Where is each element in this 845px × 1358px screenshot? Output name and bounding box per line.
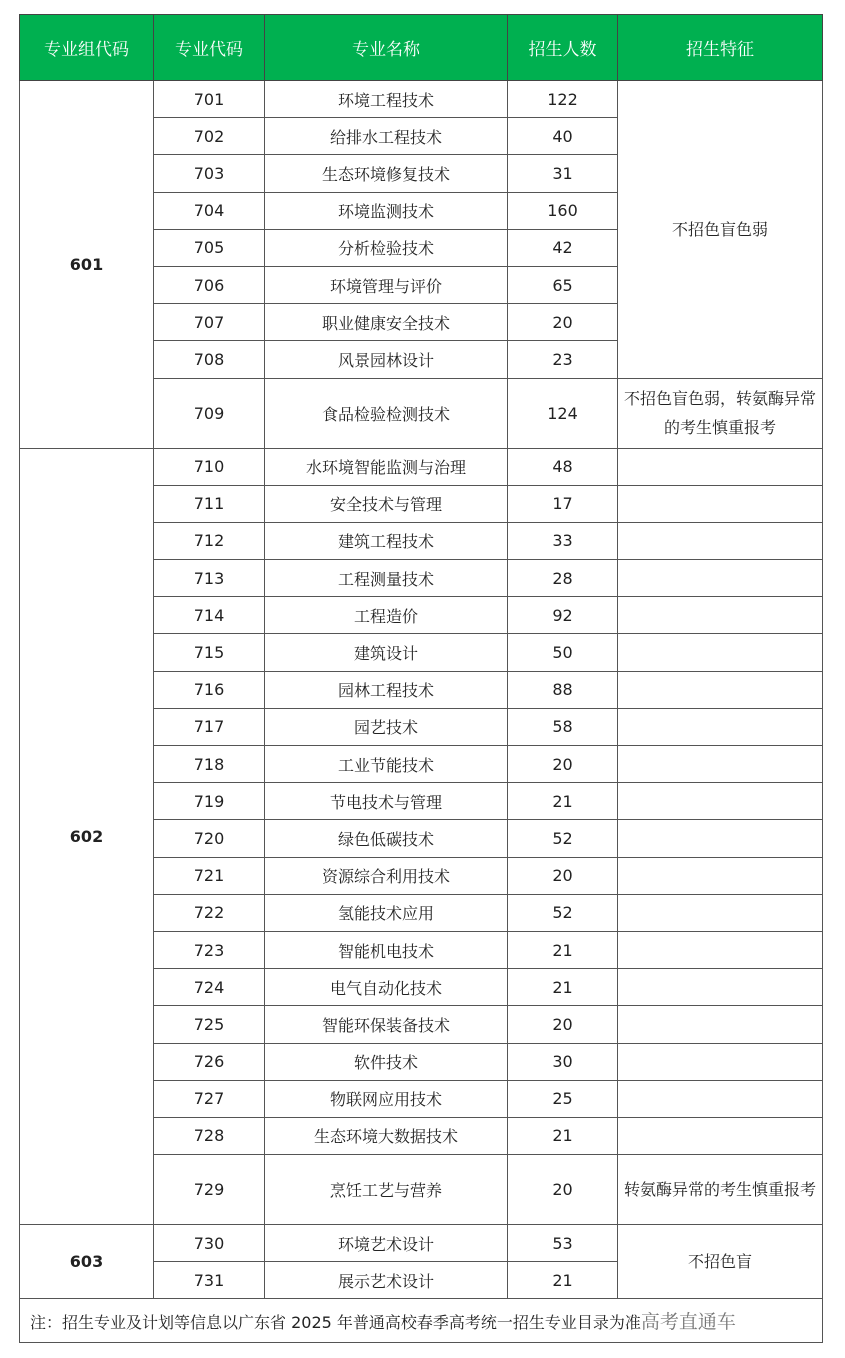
major-name-cell: 烹饪工艺与营养 xyxy=(265,1155,508,1225)
major-name-cell: 工程造价 xyxy=(265,597,508,634)
major-name-cell: 建筑设计 xyxy=(265,634,508,671)
major-code-cell: 728 xyxy=(154,1117,265,1154)
major-name-cell: 环境管理与评价 xyxy=(265,266,508,303)
count-cell: 30 xyxy=(508,1043,618,1080)
major-name-cell: 园林工程技术 xyxy=(265,671,508,708)
header-group-code: 专业组代码 xyxy=(20,15,154,81)
major-code-cell: 723 xyxy=(154,931,265,968)
major-code-cell: 726 xyxy=(154,1043,265,1080)
group-code-cell: 602 xyxy=(20,448,154,1225)
count-cell: 53 xyxy=(508,1225,618,1262)
group-code-cell: 603 xyxy=(20,1225,154,1299)
feature-cell xyxy=(618,634,823,671)
major-code-cell: 727 xyxy=(154,1080,265,1117)
major-name-cell: 建筑工程技术 xyxy=(265,522,508,559)
major-code-cell: 720 xyxy=(154,820,265,857)
count-cell: 58 xyxy=(508,708,618,745)
count-cell: 42 xyxy=(508,229,618,266)
count-cell: 21 xyxy=(508,1262,618,1299)
feature-cell: 转氨酶异常的考生慎重报考 xyxy=(618,1155,823,1225)
major-name-cell: 水环境智能监测与治理 xyxy=(265,448,508,485)
header-major-code: 专业代码 xyxy=(154,15,265,81)
count-cell: 20 xyxy=(508,857,618,894)
enrollment-table xyxy=(19,14,823,1343)
major-name-cell: 资源综合利用技术 xyxy=(265,857,508,894)
feature-cell xyxy=(618,597,823,634)
major-name-cell: 智能机电技术 xyxy=(265,931,508,968)
major-code-cell: 724 xyxy=(154,969,265,1006)
major-name-cell: 环境监测技术 xyxy=(265,192,508,229)
table-row xyxy=(20,81,823,118)
major-code-cell: 716 xyxy=(154,671,265,708)
feature-cell xyxy=(618,931,823,968)
count-cell: 20 xyxy=(508,1155,618,1225)
major-code-cell: 712 xyxy=(154,522,265,559)
header-count: 招生人数 xyxy=(508,15,618,81)
major-code-cell: 721 xyxy=(154,857,265,894)
major-code-cell: 702 xyxy=(154,118,265,155)
feature-cell xyxy=(618,894,823,931)
major-name-cell: 生态环境大数据技术 xyxy=(265,1117,508,1154)
count-cell: 31 xyxy=(508,155,618,192)
major-name-cell: 环境工程技术 xyxy=(265,81,508,118)
feature-cell: 不招色盲色弱 xyxy=(618,81,823,379)
feature-cell xyxy=(618,783,823,820)
count-cell: 92 xyxy=(508,597,618,634)
feature-cell xyxy=(618,708,823,745)
major-code-cell: 704 xyxy=(154,192,265,229)
major-code-cell: 705 xyxy=(154,229,265,266)
feature-cell: 不招色盲色弱，转氨酶异常的考生慎重报考 xyxy=(618,378,823,448)
count-cell: 48 xyxy=(508,448,618,485)
note-cell xyxy=(20,1299,823,1343)
count-cell: 20 xyxy=(508,746,618,783)
count-cell: 88 xyxy=(508,671,618,708)
major-name-cell: 物联网应用技术 xyxy=(265,1080,508,1117)
count-cell: 124 xyxy=(508,378,618,448)
major-code-cell: 701 xyxy=(154,81,265,118)
header-row xyxy=(20,15,823,81)
major-name-cell: 展示艺术设计 xyxy=(265,1262,508,1299)
feature-cell xyxy=(618,485,823,522)
feature-cell xyxy=(618,969,823,1006)
major-code-cell: 731 xyxy=(154,1262,265,1299)
major-name-cell: 工程测量技术 xyxy=(265,560,508,597)
feature-cell: 不招色盲 xyxy=(618,1225,823,1299)
count-cell: 21 xyxy=(508,1117,618,1154)
major-code-cell: 703 xyxy=(154,155,265,192)
major-code-cell: 714 xyxy=(154,597,265,634)
feature-cell xyxy=(618,448,823,485)
major-code-cell: 715 xyxy=(154,634,265,671)
major-code-cell: 730 xyxy=(154,1225,265,1262)
count-cell: 25 xyxy=(508,1080,618,1117)
header-features: 招生特征 xyxy=(618,15,823,81)
major-code-cell: 711 xyxy=(154,485,265,522)
table-row xyxy=(20,1225,823,1262)
major-code-cell: 722 xyxy=(154,894,265,931)
major-name-cell: 工业节能技术 xyxy=(265,746,508,783)
major-code-cell: 707 xyxy=(154,304,265,341)
major-name-cell: 氢能技术应用 xyxy=(265,894,508,931)
count-cell: 65 xyxy=(508,266,618,303)
major-name-cell: 节电技术与管理 xyxy=(265,783,508,820)
major-code-cell: 729 xyxy=(154,1155,265,1225)
count-cell: 160 xyxy=(508,192,618,229)
count-cell: 50 xyxy=(508,634,618,671)
feature-cell xyxy=(618,1117,823,1154)
major-code-cell: 709 xyxy=(154,378,265,448)
count-cell: 52 xyxy=(508,894,618,931)
count-cell: 20 xyxy=(508,1006,618,1043)
major-code-cell: 725 xyxy=(154,1006,265,1043)
feature-cell xyxy=(618,671,823,708)
feature-cell xyxy=(618,560,823,597)
count-cell: 20 xyxy=(508,304,618,341)
major-name-cell: 软件技术 xyxy=(265,1043,508,1080)
major-code-cell: 706 xyxy=(154,266,265,303)
count-cell: 33 xyxy=(508,522,618,559)
major-name-cell: 生态环境修复技术 xyxy=(265,155,508,192)
count-cell: 52 xyxy=(508,820,618,857)
count-cell: 122 xyxy=(508,81,618,118)
major-code-cell: 719 xyxy=(154,783,265,820)
major-code-cell: 710 xyxy=(154,448,265,485)
note-text: 注：招生专业及计划等信息以广东省 2025 年普通高校春季高考统一招生专业目录为准 xyxy=(30,1313,641,1333)
major-name-cell: 环境艺术设计 xyxy=(265,1225,508,1262)
count-cell: 23 xyxy=(508,341,618,378)
major-name-cell: 食品检验检测技术 xyxy=(265,378,508,448)
major-code-cell: 713 xyxy=(154,560,265,597)
feature-cell xyxy=(618,1080,823,1117)
feature-cell xyxy=(618,857,823,894)
major-name-cell: 电气自动化技术 xyxy=(265,969,508,1006)
count-cell: 28 xyxy=(508,560,618,597)
major-name-cell: 园艺技术 xyxy=(265,708,508,745)
major-code-cell: 718 xyxy=(154,746,265,783)
count-cell: 17 xyxy=(508,485,618,522)
major-name-cell: 职业健康安全技术 xyxy=(265,304,508,341)
feature-cell xyxy=(618,1006,823,1043)
table-row xyxy=(20,448,823,485)
count-cell: 21 xyxy=(508,931,618,968)
major-name-cell: 绿色低碳技术 xyxy=(265,820,508,857)
group-code-cell: 601 xyxy=(20,81,154,449)
major-name-cell: 安全技术与管理 xyxy=(265,485,508,522)
count-cell: 40 xyxy=(508,118,618,155)
feature-cell xyxy=(618,1043,823,1080)
header-major-name: 专业名称 xyxy=(265,15,508,81)
count-cell: 21 xyxy=(508,783,618,820)
major-code-cell: 717 xyxy=(154,708,265,745)
note-row xyxy=(20,1299,823,1343)
major-code-cell: 708 xyxy=(154,341,265,378)
watermark: 高考直通车 xyxy=(640,1311,736,1334)
count-cell: 21 xyxy=(508,969,618,1006)
major-name-cell: 给排水工程技术 xyxy=(265,118,508,155)
feature-cell xyxy=(618,746,823,783)
major-name-cell: 分析检验技术 xyxy=(265,229,508,266)
feature-cell xyxy=(618,522,823,559)
feature-cell xyxy=(618,820,823,857)
major-name-cell: 风景园林设计 xyxy=(265,341,508,378)
major-name-cell: 智能环保装备技术 xyxy=(265,1006,508,1043)
